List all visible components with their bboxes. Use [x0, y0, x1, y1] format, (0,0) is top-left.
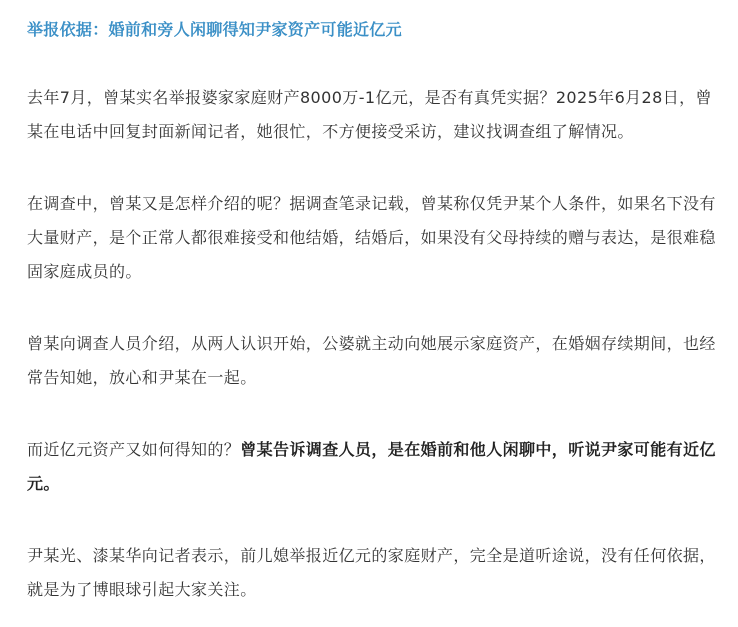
paragraph-3: 曾某向调查人员介绍，从两人认识开始，公婆就主动向她展示家庭资产，在婚姻存续期间，也经常告知她，放心和尹某在一起。: [27, 334, 716, 387]
paragraph-1: 去年7月，曾某实名举报婆家家庭财产8000万-1亿元，是否有真凭实据？2025年6月28日，曾某在电话中回复封面新闻记者，她很忙，不方便接受采访，建议找调查组了解情况。: [27, 88, 712, 141]
article-body: [27, 0, 717, 607]
section-heading: 举报依据：婚前和旁人闲聊得知尹家资产可能近亿元: [27, 20, 402, 39]
paragraph-5: 尹某光、漆某华向记者表示，前儿媳举报近亿元的家庭财产，完全是道听途说，没有任何依据，就是为了博眼球引起大家关注。: [27, 546, 716, 599]
paragraph-4: [27, 433, 717, 501]
paragraph-4-bold-text: 曾某告诉调查人员，是在婚前和他人闲聊中，听说尹家可能有近亿元。: [27, 440, 716, 493]
paragraph-4-text: 而近亿元资产又如何得知的？: [27, 440, 241, 459]
paragraph-2: 在调查中，曾某又是怎样介绍的呢？据调查笔录记载，曾某称仅凭尹某个人条件，如果名下没有大量财产，是个正常人都很难接受和他结婚，结婚后，如果没有父母持续的赠与表达，是很难稳固家庭成员的。: [27, 194, 716, 281]
